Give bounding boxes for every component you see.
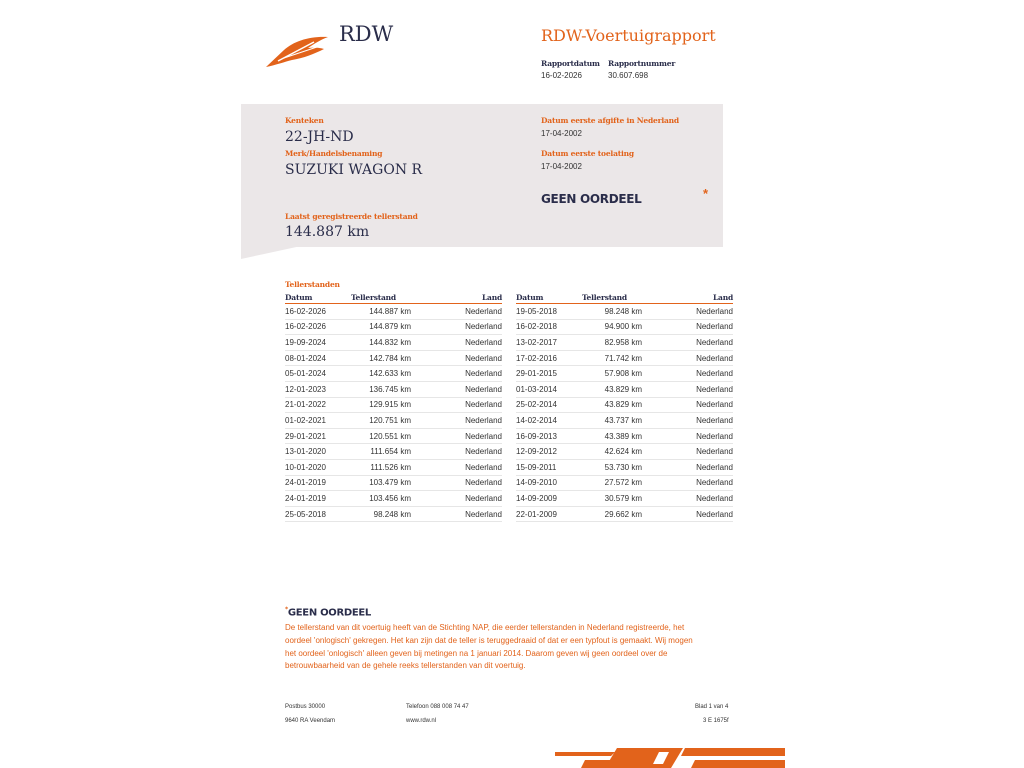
footer-address-1: Postbus 30000 — [285, 704, 326, 710]
table-row — [516, 397, 733, 413]
cell-country: Nederland — [411, 459, 502, 475]
cell-odometer: 94.900 km — [582, 319, 642, 335]
cell-date: 24-01-2019 — [285, 475, 351, 491]
cell-country: Nederland — [411, 397, 502, 413]
cell-date: 16-02-2018 — [516, 319, 582, 335]
cell-odometer: 57.908 km — [582, 366, 642, 382]
cell-date: 14-02-2014 — [516, 413, 582, 429]
cell-date: 12-09-2012 — [516, 444, 582, 460]
table-row — [516, 335, 733, 351]
cell-odometer: 42.624 km — [582, 444, 642, 460]
cell-date: 01-02-2021 — [285, 413, 351, 429]
cell-country: Nederland — [411, 444, 502, 460]
col-date: Datum — [516, 292, 582, 304]
cell-odometer: 120.551 km — [351, 428, 411, 444]
report-title: RDW-Voertuigrapport — [541, 26, 716, 45]
table-row — [285, 413, 502, 429]
cell-odometer: 71.742 km — [582, 350, 642, 366]
cell-odometer: 82.958 km — [582, 335, 642, 351]
cell-country: Nederland — [642, 428, 733, 444]
cell-date: 16-09-2013 — [516, 428, 582, 444]
table-row — [285, 459, 502, 475]
footer-page-number: Blad 1 van 4 — [695, 704, 729, 710]
table-row — [516, 319, 733, 335]
cell-date: 25-05-2018 — [285, 506, 351, 522]
first-registration-nl-value: 17-04-2002 — [541, 129, 582, 138]
cell-country: Nederland — [411, 319, 502, 335]
table-row — [516, 350, 733, 366]
table-row — [516, 381, 733, 397]
col-date: Datum — [285, 292, 351, 304]
cell-odometer: 142.784 km — [351, 350, 411, 366]
cell-country: Nederland — [642, 506, 733, 522]
report-number-label: Rapportnummer — [608, 59, 676, 68]
cell-odometer: 129.915 km — [351, 397, 411, 413]
cell-date: 29-01-2021 — [285, 428, 351, 444]
cell-country: Nederland — [642, 381, 733, 397]
first-admission-label: Datum eerste toelating — [541, 149, 634, 158]
table-row — [516, 413, 733, 429]
cell-odometer: 144.879 km — [351, 319, 411, 335]
table-row — [285, 319, 502, 335]
table-row — [285, 444, 502, 460]
cell-odometer: 144.887 km — [351, 304, 411, 320]
cell-country: Nederland — [411, 475, 502, 491]
last-odometer-label: Laatst geregistreerde tellerstand — [285, 212, 418, 221]
col-odometer: Tellerstand — [351, 292, 411, 304]
cell-country: Nederland — [642, 366, 733, 382]
cell-date: 16-02-2026 — [285, 319, 351, 335]
cell-date: 16-02-2026 — [285, 304, 351, 320]
footnote-title — [285, 606, 371, 618]
cell-odometer: 43.737 km — [582, 413, 642, 429]
cell-odometer: 30.579 km — [582, 491, 642, 507]
cell-date: 25-02-2014 — [516, 397, 582, 413]
cell-country: Nederland — [642, 335, 733, 351]
report-date: 16-02-2026 — [541, 71, 582, 80]
table-row — [285, 428, 502, 444]
cell-country: Nederland — [642, 413, 733, 429]
cell-date: 05-01-2024 — [285, 366, 351, 382]
cell-country: Nederland — [642, 319, 733, 335]
cell-date: 10-01-2020 — [285, 459, 351, 475]
table-row — [285, 475, 502, 491]
table-row — [516, 304, 733, 320]
cell-odometer: 136.745 km — [351, 381, 411, 397]
cell-odometer: 103.479 km — [351, 475, 411, 491]
cell-date: 08-01-2024 — [285, 350, 351, 366]
make-value: SUZUKI WAGON R — [285, 162, 423, 178]
cell-date: 01-03-2014 — [516, 381, 582, 397]
footnote-title-text: GEEN OORDEEL — [287, 607, 372, 619]
cell-date: 19-05-2018 — [516, 304, 582, 320]
table-row — [516, 444, 733, 460]
cell-date: 15-09-2011 — [516, 459, 582, 475]
panel-notch — [241, 246, 301, 259]
table-row — [285, 397, 502, 413]
cell-odometer: 98.248 km — [582, 304, 642, 320]
verdict-footnote-mark: * — [703, 186, 709, 201]
last-odometer-value: 144.887 km — [285, 224, 370, 240]
table-row — [516, 491, 733, 507]
footnote-mark: * — [285, 606, 288, 613]
cell-odometer: 120.751 km — [351, 413, 411, 429]
cell-country: Nederland — [642, 304, 733, 320]
cell-date: 13-02-2017 — [516, 335, 582, 351]
first-registration-nl-label: Datum eerste afgifte in Nederland — [541, 116, 679, 125]
cell-odometer: 142.633 km — [351, 366, 411, 382]
table-row — [516, 366, 733, 382]
make-label: Merk/Handelsbenaming — [285, 149, 383, 158]
decorative-stripes-icon — [555, 746, 785, 768]
table-row — [285, 381, 502, 397]
table-row — [516, 459, 733, 475]
table-row — [516, 475, 733, 491]
first-admission-value: 17-04-2002 — [541, 162, 582, 171]
cell-odometer: 98.248 km — [351, 506, 411, 522]
cell-country: Nederland — [411, 381, 502, 397]
footer-website[interactable]: www.rdw.nl — [406, 718, 437, 724]
cell-odometer: 29.662 km — [582, 506, 642, 522]
footer-address-2: 9640 RA Veendam — [285, 718, 336, 724]
cell-date: 13-01-2020 — [285, 444, 351, 460]
cell-date: 29-01-2015 — [516, 366, 582, 382]
cell-country: Nederland — [411, 506, 502, 522]
table-row — [285, 350, 502, 366]
cell-country: Nederland — [642, 491, 733, 507]
footnote-text: De tellerstand van dit voertuig heeft van de Stichting NAP, die eerder tellerstanden in Nederland registreerde, het oordeel 'onlogisch' gekregen. Het kan zijn dat de teller is teruggedraaid of dat er een typfout is gemaakt. Wij mogen het oordeel 'onlogisch' alleen geven bij metingen na 1 januari 2014. Daarom geven wij geen oordeel over de betrouwbaarheid van de gehele reeks tellerstanden van dit voertuig. — [285, 623, 693, 671]
cell-odometer: 27.572 km — [582, 475, 642, 491]
cell-country: Nederland — [642, 459, 733, 475]
rdw-logo-icon — [264, 34, 330, 68]
logo-text: RDW — [339, 22, 394, 46]
cell-country: Nederland — [411, 413, 502, 429]
cell-date: 22-01-2009 — [516, 506, 582, 522]
report-date-label: Rapportdatum — [541, 59, 600, 68]
cell-odometer: 103.456 km — [351, 491, 411, 507]
cell-odometer: 43.389 km — [582, 428, 642, 444]
table-row — [285, 506, 502, 522]
cell-date: 12-01-2023 — [285, 381, 351, 397]
odometer-section-title: Tellerstanden — [285, 280, 340, 289]
cell-country: Nederland — [411, 428, 502, 444]
table-row — [516, 428, 733, 444]
cell-date: 21-01-2022 — [285, 397, 351, 413]
cell-country: Nederland — [411, 350, 502, 366]
plate-value: 22-JH-ND — [285, 129, 354, 145]
table-row — [516, 506, 733, 522]
cell-country: Nederland — [411, 491, 502, 507]
odometer-table-right — [516, 292, 733, 522]
cell-country: Nederland — [411, 335, 502, 351]
cell-odometer: 43.829 km — [582, 381, 642, 397]
col-odometer: Tellerstand — [582, 292, 642, 304]
cell-date: 19-09-2024 — [285, 335, 351, 351]
cell-odometer: 111.654 km — [351, 444, 411, 460]
verdict-badge: GEEN OORDEEL — [541, 192, 642, 206]
footer-doc-code: 3 E 1675f — [703, 718, 729, 724]
cell-odometer: 144.832 km — [351, 335, 411, 351]
cell-country: Nederland — [642, 350, 733, 366]
cell-date: 14-09-2010 — [516, 475, 582, 491]
table-row — [285, 335, 502, 351]
cell-country: Nederland — [411, 366, 502, 382]
cell-date: 14-09-2009 — [516, 491, 582, 507]
cell-odometer: 43.829 km — [582, 397, 642, 413]
cell-country: Nederland — [642, 444, 733, 460]
report-number: 30.607.698 — [608, 71, 649, 80]
cell-date: 17-02-2016 — [516, 350, 582, 366]
table-row — [285, 491, 502, 507]
cell-country: Nederland — [411, 304, 502, 320]
plate-label: Kenteken — [285, 116, 324, 125]
cell-date: 24-01-2019 — [285, 491, 351, 507]
table-row — [285, 304, 502, 320]
cell-odometer: 53.730 km — [582, 459, 642, 475]
odometer-table-left — [285, 292, 502, 522]
cell-country: Nederland — [642, 397, 733, 413]
footer-phone: Telefoon 088 008 74 47 — [406, 704, 469, 710]
table-row — [285, 366, 502, 382]
cell-country: Nederland — [642, 475, 733, 491]
col-country: Land — [642, 292, 733, 304]
cell-odometer: 111.526 km — [351, 459, 411, 475]
col-country: Land — [411, 292, 502, 304]
